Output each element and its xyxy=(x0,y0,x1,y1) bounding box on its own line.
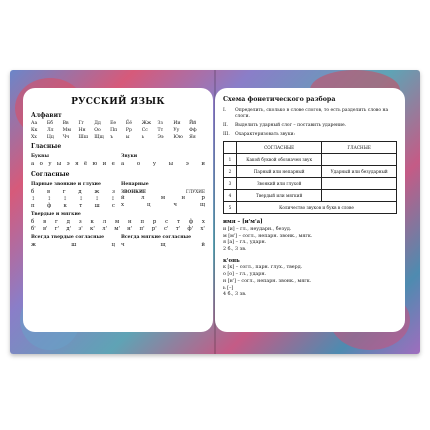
consonant-letter: ш xyxy=(94,203,100,209)
alphabet-letter: Нн xyxy=(78,128,86,133)
soft-consonant: б' xyxy=(31,226,36,232)
alphabet-letter: ы xyxy=(125,135,130,140)
alphabet-letter: Жж xyxy=(141,121,152,126)
hard-consonant: р xyxy=(152,219,157,225)
consonant-letter: б xyxy=(31,189,35,195)
vowel-sounds xyxy=(121,161,205,167)
sounds-label: Звуки xyxy=(121,154,138,159)
consonant-letter: щ xyxy=(160,242,166,248)
alphabet-grid xyxy=(31,121,205,140)
consonant-letter: г xyxy=(62,189,66,195)
hard-consonant: в xyxy=(43,219,47,225)
consonant-letter: ж xyxy=(31,242,36,248)
consonant-letter: щ xyxy=(199,202,205,208)
letters-label: Буквы xyxy=(31,154,49,159)
unpaired-label: Непарные xyxy=(121,182,149,187)
alphabet-letter: Кк xyxy=(31,128,38,133)
pair-arrow-icon: ↕ xyxy=(31,196,36,202)
alphabet-letter: Уу xyxy=(173,128,180,133)
consonant-letter: с xyxy=(111,203,115,209)
consonant-letter: ш xyxy=(71,242,77,248)
hard-consonant: ф xyxy=(188,219,194,225)
table-header-consonants: СОГЛАСНЫЕ xyxy=(237,142,322,154)
alphabet-letter: Цц xyxy=(46,135,54,140)
vowel-letter: ы xyxy=(56,161,62,167)
page-title: РУССКИЙ ЯЗЫК xyxy=(71,97,165,107)
consonant-letter: д xyxy=(78,189,82,195)
always-soft-label: Всегда мягкие согласные xyxy=(121,235,192,240)
right-page xyxy=(215,88,405,332)
row-number: 3 xyxy=(224,178,237,190)
hard-soft-label: Твердые и мягкие xyxy=(31,212,81,217)
vowels-heading: Гласные xyxy=(31,143,62,150)
vowel-letters xyxy=(31,161,115,167)
alphabet-letter: Оо xyxy=(94,128,101,133)
always-soft-letters xyxy=(121,242,205,248)
soft-consonant: д' xyxy=(66,226,72,232)
example-line: 4 б., 3 зв. xyxy=(223,292,247,298)
example-line: и [и] – гл., неударн., безуд. xyxy=(223,226,292,232)
alphabet-letter: Юю xyxy=(173,135,183,140)
example-word-1 xyxy=(223,219,397,254)
pair-ticks xyxy=(31,196,115,202)
hard-consonant: г xyxy=(54,219,58,225)
alphabet-letter: Шш xyxy=(78,135,88,140)
example-line: ь [–] xyxy=(223,285,234,291)
step-number: II. xyxy=(223,123,228,129)
consonant-letter: ч xyxy=(121,242,125,248)
soft-consonant: х' xyxy=(200,226,205,232)
consonant-letter: з xyxy=(112,189,115,195)
alphabet-letter: Дд xyxy=(94,121,101,126)
pair-arrow-icon: ↕ xyxy=(110,196,115,202)
example-word: имя – [и'м'а] xyxy=(223,219,263,226)
example-line: я [а] – гл., ударн. xyxy=(223,240,267,246)
table-row xyxy=(224,166,397,178)
soft-consonants xyxy=(31,226,205,232)
unpaired-voiced-letters xyxy=(121,195,205,201)
consonant-cell: Какой буквой обозначен звук xyxy=(237,154,322,166)
vowel-letter: у xyxy=(48,161,52,167)
soft-consonant: в' xyxy=(42,226,48,232)
step-item xyxy=(223,108,397,120)
example-line: н [н'] – согл., непарн. звонк., мягк. xyxy=(223,278,312,284)
consonant-letter: м xyxy=(160,195,166,201)
vowel-letter: ё xyxy=(83,161,88,167)
alphabet-letter: Яя xyxy=(189,135,196,140)
hard-consonant: д xyxy=(66,219,70,225)
row-number: 1 xyxy=(224,154,237,166)
alphabet-letter: Щщ xyxy=(94,135,104,140)
pair-arrow-icon: ↕ xyxy=(46,196,52,202)
alphabet-letter: Хх xyxy=(31,135,37,140)
alphabet-letter: Мм xyxy=(62,128,71,133)
vowel-sound: ы xyxy=(168,161,173,167)
soft-consonant: ф' xyxy=(187,226,194,232)
left-page xyxy=(23,88,213,332)
alphabet-letter: Аа xyxy=(31,121,38,126)
pair-arrow-icon: ↕ xyxy=(78,196,84,202)
example-line: м [м'] – согл., непарн. звонк., мягк. xyxy=(223,233,313,239)
alphabet-letter: Бб xyxy=(46,121,53,126)
paired-label: Парные звонкие и глухие xyxy=(31,182,101,187)
consonant-letter: л xyxy=(141,195,145,201)
hard-consonant: з xyxy=(78,219,82,225)
hard-consonant: п xyxy=(140,219,145,225)
vowel-letter: ю xyxy=(92,161,98,167)
consonant-letter: р xyxy=(201,195,205,201)
voiced-voiceless-header xyxy=(121,189,205,194)
consonant-letter: ц xyxy=(147,202,151,208)
step-text: Определить, сколько в слове слогов, то есть разделить слово на слоги. xyxy=(235,108,389,120)
row-number: 5 xyxy=(224,202,237,214)
table-row xyxy=(224,202,397,214)
always-hard-letters xyxy=(31,242,115,248)
step-item xyxy=(223,123,397,129)
pair-arrow-icon: ↕ xyxy=(94,196,100,202)
alphabet-letter: Рр xyxy=(125,128,132,133)
row-number: 4 xyxy=(224,190,237,202)
alphabet-letter: Лл xyxy=(46,128,54,133)
soft-consonant: м' xyxy=(114,226,120,232)
steps-list xyxy=(223,108,397,138)
alphabet-letter: Пп xyxy=(110,128,118,133)
soft-consonant: п' xyxy=(139,226,145,232)
step-item xyxy=(223,132,397,138)
table-row xyxy=(224,190,397,202)
paired-voiceless-letters xyxy=(31,203,115,209)
consonant-letter: п xyxy=(31,203,35,209)
alphabet-letter: Вв xyxy=(62,121,69,126)
step-number: I. xyxy=(223,108,227,113)
consonant-letter: к xyxy=(63,203,67,209)
alphabet-letter: ь xyxy=(141,135,145,140)
step-number: III. xyxy=(223,132,230,138)
vowel-cell xyxy=(322,154,397,166)
always-hard-label: Всегда твердые согласные xyxy=(31,235,104,240)
table-header-vowels: ГЛАСНЫЕ xyxy=(322,142,397,154)
example-line: о [о] – гл., ударн. xyxy=(223,272,267,278)
vowel-cell xyxy=(322,190,397,202)
alphabet-letter: Гг xyxy=(78,121,84,126)
vowel-letter: и xyxy=(102,161,107,167)
vowel-letter: э xyxy=(66,161,70,167)
example-word-2 xyxy=(223,258,397,299)
soft-consonant: т' xyxy=(175,226,181,232)
alphabet-letter: ъ xyxy=(110,135,114,140)
unpaired-voiceless-letters xyxy=(121,202,205,208)
step-text: Выделить ударный слог – поставить ударение. xyxy=(235,123,347,129)
alphabet-letter: Ии xyxy=(173,121,181,126)
consonant-letter: в xyxy=(46,189,51,195)
hard-consonant: б xyxy=(31,219,35,225)
scheme-title: Схема фонетического разбора xyxy=(223,96,336,103)
soft-consonant: р' xyxy=(151,226,157,232)
sounds-table xyxy=(223,141,397,214)
vowel-sound: о xyxy=(136,161,141,167)
consonant-letter: х xyxy=(121,202,125,208)
alphabet-heading: Алфавит xyxy=(31,112,62,119)
vowel-letter: а xyxy=(31,161,35,167)
hard-consonants xyxy=(31,219,205,225)
consonant-letter: ж xyxy=(94,189,100,195)
soft-consonant: з' xyxy=(78,226,83,232)
vowel-letter: о xyxy=(39,161,43,167)
vowel-sound: у xyxy=(152,161,157,167)
voiced-label: ЗВОНКИЕ xyxy=(121,189,147,194)
hard-consonant: х xyxy=(201,219,205,225)
consonant-letter: й xyxy=(121,195,125,201)
alphabet-letter: Зз xyxy=(157,121,163,126)
hard-consonant: м xyxy=(115,219,120,225)
table-row xyxy=(224,154,397,166)
vowel-letter: е xyxy=(111,161,115,167)
consonant-cell: Твердый или мягкий xyxy=(237,190,322,202)
alphabet-letter: Сс xyxy=(141,128,148,133)
table-header-row xyxy=(224,142,397,154)
vowel-cell: Ударный или безударный xyxy=(322,166,397,178)
vowel-sound: э xyxy=(185,161,189,167)
example-line: к [к] – согл., парн. глух., тверд. xyxy=(223,265,303,271)
consonant-letter: н xyxy=(181,195,186,201)
voiceless-label: ГЛУХИЕ xyxy=(186,189,205,194)
vowel-letter: я xyxy=(75,161,79,167)
consonants-heading: Согласные xyxy=(31,171,70,178)
hard-consonant: л xyxy=(102,219,107,225)
alphabet-letter: Фф xyxy=(189,128,197,133)
soft-consonant: к' xyxy=(90,226,95,232)
alphabet-letter: Чч xyxy=(62,135,70,140)
consonant-letter: ф xyxy=(46,203,52,209)
consonant-letter: ч xyxy=(173,202,177,208)
vowel-sound: и xyxy=(201,161,205,167)
alphabet-letter: Ее xyxy=(110,121,117,126)
soft-consonant: г' xyxy=(54,226,60,232)
consonant-letter: т xyxy=(79,203,83,209)
hard-consonant: с xyxy=(165,219,169,225)
example-line: 2 б., 3 зв. xyxy=(223,247,247,253)
soft-consonant: н' xyxy=(127,226,133,232)
consonant-cell: Звонкий или глухой xyxy=(237,178,322,190)
alphabet-letter: Йй xyxy=(189,121,197,126)
vowel-cell xyxy=(322,178,397,190)
hard-consonant: н xyxy=(128,219,132,225)
soft-consonant: с' xyxy=(163,226,169,232)
hard-consonant: т xyxy=(177,219,181,225)
table-row xyxy=(224,178,397,190)
pair-arrow-icon: ↕ xyxy=(62,196,68,202)
alphabet-letter: Тт xyxy=(157,128,164,133)
vowel-sound: а xyxy=(121,161,125,167)
consonant-letter: ц xyxy=(111,242,115,248)
row-number: 2 xyxy=(224,166,237,178)
step-text: Охарактеризовать звуки: xyxy=(235,132,296,138)
soft-consonant: л' xyxy=(102,226,108,232)
paired-voiced-letters xyxy=(31,189,115,195)
hard-consonant: к xyxy=(90,219,94,225)
consonant-cell: Количество звуков и букв в слове xyxy=(237,202,397,214)
alphabet-letter: Ээ xyxy=(157,135,164,140)
alphabet-letter: Ёё xyxy=(125,121,132,126)
example-word: к'онь xyxy=(223,257,240,264)
consonant-letter: й xyxy=(201,242,205,248)
consonant-cell: Парный или непарный xyxy=(237,166,322,178)
